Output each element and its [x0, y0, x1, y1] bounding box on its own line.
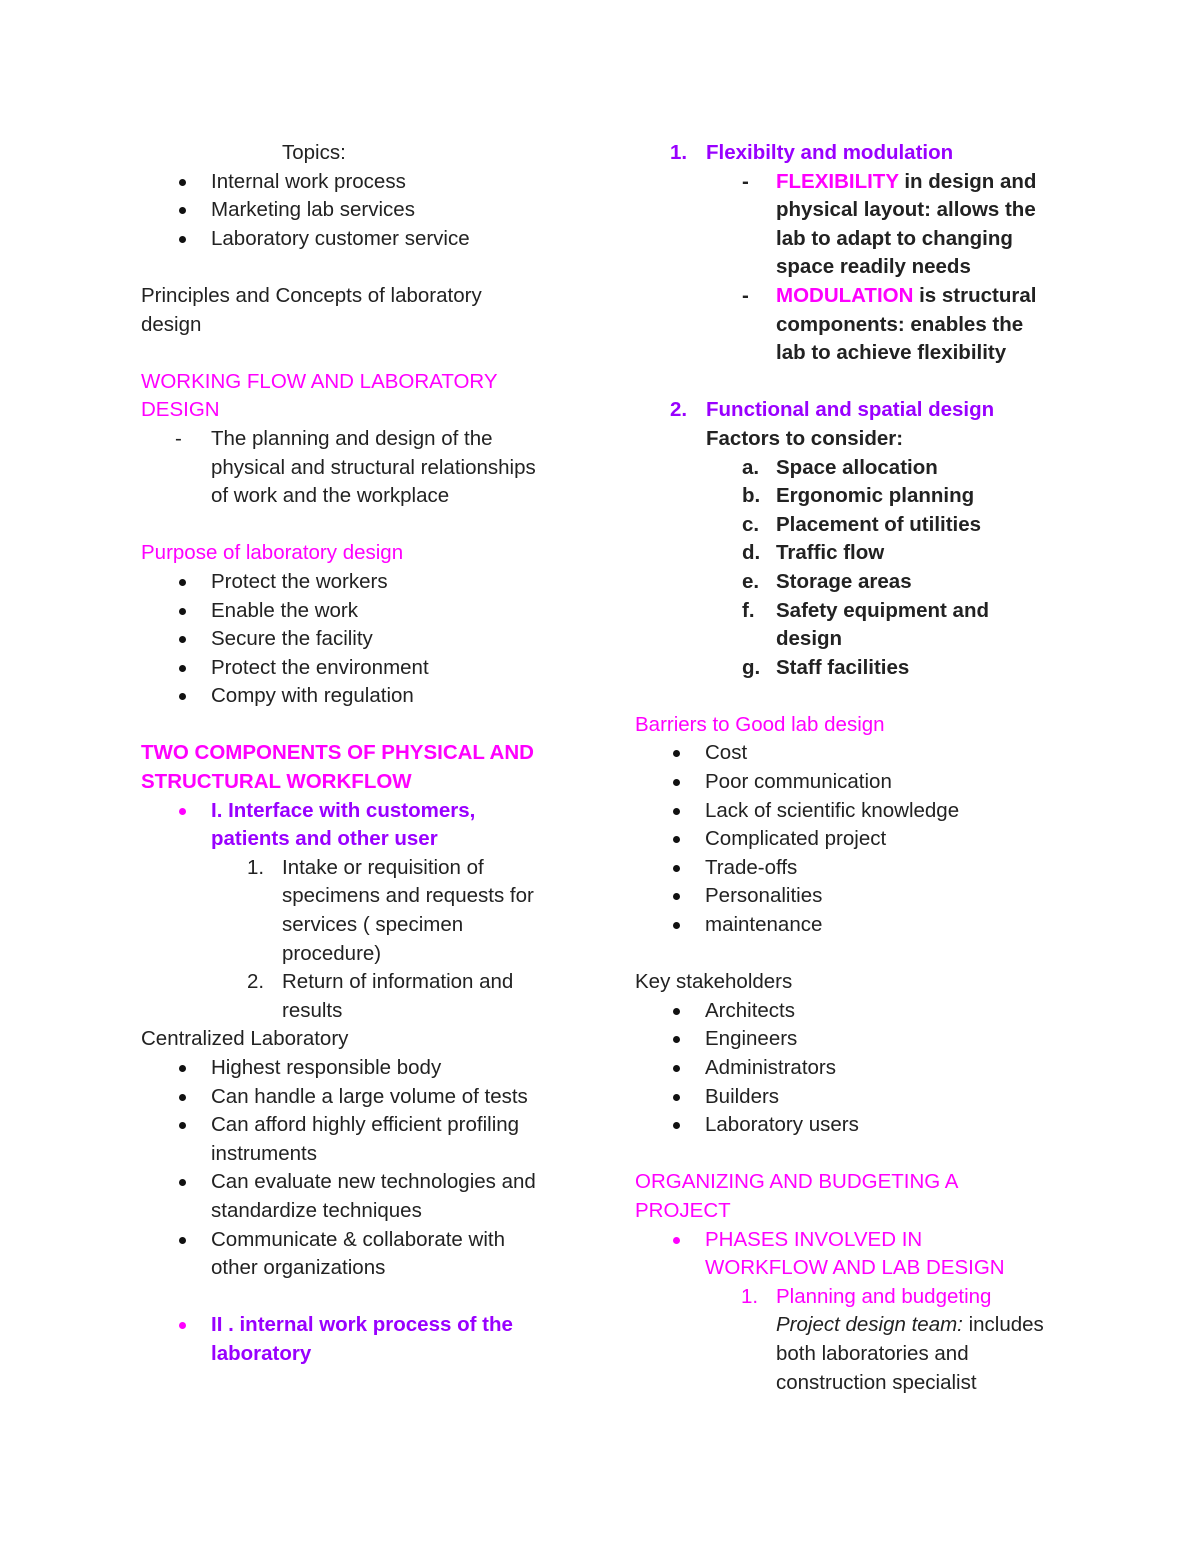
barrier-text: Personalities — [705, 884, 823, 908]
organizing-heading — [635, 1168, 1105, 1197]
project-team-text: construction specialist — [776, 1370, 977, 1394]
working-flow-heading — [141, 396, 591, 425]
component-item-text: Intake or requisition of — [282, 855, 484, 879]
functional-heading-text: Functional and spatial design — [706, 398, 995, 422]
right-column — [635, 139, 1105, 1397]
bullet-icon — [673, 750, 680, 757]
principles-heading — [141, 282, 591, 311]
flex-item — [635, 282, 1105, 311]
bullet-icon — [673, 779, 680, 786]
list-marker: 2. — [670, 398, 688, 422]
spacer — [141, 711, 591, 740]
two-components-heading — [141, 768, 591, 797]
component-item-text: results — [282, 998, 343, 1022]
stakeholders-heading — [635, 968, 1105, 997]
phases-heading — [635, 1254, 1105, 1283]
flex-item-text: lab to adapt to changing — [776, 226, 1013, 250]
bullet-icon — [673, 865, 680, 872]
list-marker: 1. — [247, 855, 265, 879]
barriers-heading — [635, 711, 1105, 740]
factor-text: Staff facilities — [776, 655, 910, 679]
list-marker: 2. — [247, 970, 265, 994]
bullet-icon — [179, 1322, 186, 1329]
barrier-text: Lack of scientific knowledge — [705, 798, 960, 822]
flex-item-line — [635, 253, 1105, 282]
topic-item — [141, 168, 591, 197]
project-team-text: both laboratories and — [776, 1341, 969, 1365]
component-item-text: Return of information and — [282, 970, 514, 994]
list-marker: e. — [742, 569, 760, 593]
centralized-item — [141, 1168, 591, 1197]
centralized-item — [141, 1054, 591, 1083]
barriers-heading-text: Barriers to Good lab design — [635, 712, 885, 736]
factors-heading-text: Factors to consider: — [706, 426, 904, 450]
bullet-icon — [673, 836, 680, 843]
topic-text: Marketing lab services — [211, 198, 415, 222]
factor-item — [635, 568, 1105, 597]
bullet-icon — [179, 608, 186, 615]
stakeholder-item — [635, 1083, 1105, 1112]
left-column — [141, 139, 591, 1369]
stakeholder-text: Engineers — [705, 1027, 798, 1051]
purpose-item — [141, 654, 591, 683]
list-marker: c. — [742, 512, 760, 536]
bullet-icon — [179, 1065, 186, 1072]
barrier-item — [635, 768, 1105, 797]
component-item-text: services ( specimen — [282, 913, 464, 937]
component-one-item — [141, 882, 591, 911]
centralized-text: Can handle a large volume of tests — [211, 1084, 528, 1108]
bullet-icon — [673, 922, 680, 929]
spacer — [635, 682, 1105, 711]
component-one-item — [141, 997, 591, 1026]
component-one-heading — [141, 825, 591, 854]
component-one-heading — [141, 797, 591, 826]
barrier-item — [635, 825, 1105, 854]
bullet-icon — [179, 207, 186, 214]
centralized-item — [141, 1226, 591, 1255]
component-one-text: I. Interface with customers, — [211, 798, 476, 822]
barrier-text: Cost — [705, 741, 748, 765]
barrier-text: Poor communication — [705, 770, 892, 794]
functional-heading — [635, 396, 1105, 425]
barrier-item — [635, 911, 1105, 940]
definition-text: The planning and design of the — [211, 426, 493, 450]
list-marker: f. — [742, 598, 755, 622]
flex-item-text: lab to achieve flexibility — [776, 341, 1007, 365]
topic-text: Laboratory customer service — [211, 226, 470, 250]
factor-item — [635, 625, 1105, 654]
flex-item-text: is structural — [913, 283, 1037, 307]
component-two-text: laboratory — [211, 1341, 312, 1365]
project-team-line — [635, 1311, 1105, 1340]
centralized-text: standardize techniques — [211, 1198, 422, 1222]
flex-heading-text: Flexibilty and modulation — [706, 141, 954, 164]
principles-text: design — [141, 312, 202, 336]
project-team-line — [635, 1369, 1105, 1398]
bullet-icon — [673, 1065, 680, 1072]
working-flow-heading — [141, 368, 591, 397]
factor-text: Storage areas — [776, 569, 912, 593]
factor-text: Space allocation — [776, 455, 938, 479]
stakeholder-text: Administrators — [705, 1056, 837, 1079]
component-two-text: II . internal work process of the — [211, 1313, 513, 1337]
purpose-heading — [141, 539, 591, 568]
stakeholder-item — [635, 1111, 1105, 1140]
flex-item-text: physical layout: allows the — [776, 198, 1036, 222]
barrier-item — [635, 797, 1105, 826]
purpose-item — [141, 568, 591, 597]
component-two-heading — [141, 1340, 591, 1369]
barrier-item — [635, 739, 1105, 768]
factor-item — [635, 539, 1105, 568]
component-item-text: specimens and requests for — [282, 884, 534, 908]
two-components-heading-text: STRUCTURAL WORKFLOW — [141, 770, 412, 794]
component-two-heading — [141, 1311, 591, 1340]
flex-item — [635, 168, 1105, 197]
factor-text: design — [776, 627, 843, 651]
two-components-heading-text: TWO COMPONENTS OF PHYSICAL AND — [141, 741, 534, 765]
phases-heading-text: WORKFLOW AND LAB DESIGN — [705, 1256, 1005, 1280]
bullet-icon — [179, 665, 186, 672]
purpose-item — [141, 597, 591, 626]
bullet-icon — [179, 693, 186, 700]
two-components-heading — [141, 739, 591, 768]
bullet-icon — [179, 579, 186, 586]
definition-text: physical and structural relationships — [211, 455, 536, 479]
centralized-item — [141, 1140, 591, 1169]
component-one-text: patients and other user — [211, 827, 438, 851]
topic-item — [141, 196, 591, 225]
flex-item-text: components: enables the — [776, 312, 1024, 336]
list-marker: 1. — [670, 141, 688, 164]
factor-text: Ergonomic planning — [776, 484, 975, 508]
factor-item — [635, 511, 1105, 540]
centralized-item — [141, 1197, 591, 1226]
barrier-item — [635, 854, 1105, 883]
bullet-icon — [673, 1036, 680, 1043]
stakeholder-text: Architects — [705, 998, 795, 1022]
working-flow-definition — [141, 482, 591, 511]
flex-item-text: space readily needs — [776, 255, 971, 279]
bullet-icon — [179, 1179, 186, 1186]
working-flow-definition — [141, 425, 591, 454]
factor-item — [635, 454, 1105, 483]
topic-item — [141, 225, 591, 254]
barrier-item — [635, 882, 1105, 911]
working-flow-heading-text: WORKING FLOW AND LABORATORY — [141, 369, 498, 393]
bullet-icon — [673, 893, 680, 900]
factor-text: Safety equipment and — [776, 598, 990, 622]
list-marker: - — [742, 169, 749, 193]
stakeholder-item — [635, 1054, 1105, 1083]
flex-keyword: FLEXIBILITY — [776, 169, 899, 193]
flex-item-line — [635, 339, 1105, 368]
component-one-item — [141, 968, 591, 997]
list-marker: - — [175, 426, 182, 450]
component-item-text: procedure) — [282, 941, 382, 965]
spacer — [635, 1140, 1105, 1169]
factor-text: Traffic flow — [776, 541, 885, 565]
topics-heading-text: Topics: — [282, 141, 346, 164]
bullet-icon — [179, 236, 186, 243]
list-marker: d. — [742, 541, 761, 565]
planning-text: Planning and budgeting — [776, 1284, 992, 1308]
topic-text: Internal work process — [211, 169, 406, 193]
bullet-icon — [673, 1094, 680, 1101]
stakeholder-text: Laboratory users — [705, 1113, 859, 1137]
flex-item-line — [635, 225, 1105, 254]
purpose-text: Protect the environment — [211, 655, 429, 679]
factor-item — [635, 482, 1105, 511]
purpose-heading-text: Purpose of laboratory design — [141, 541, 404, 565]
purpose-item — [141, 682, 591, 711]
bullet-icon — [673, 1008, 680, 1015]
bullet-icon — [673, 808, 680, 815]
centralized-text: other organizations — [211, 1256, 386, 1280]
factor-item — [635, 654, 1105, 683]
list-marker: 1. — [741, 1284, 759, 1308]
component-one-item — [141, 854, 591, 883]
component-one-item — [141, 911, 591, 940]
purpose-text: Protect the workers — [211, 569, 388, 593]
spacer — [141, 339, 591, 368]
centralized-text: instruments — [211, 1141, 317, 1165]
stakeholder-item — [635, 1025, 1105, 1054]
project-team-label: Project design team: — [776, 1313, 963, 1337]
purpose-text: Secure the facility — [211, 627, 373, 651]
working-flow-definition — [141, 454, 591, 483]
planning-item — [635, 1283, 1105, 1312]
project-team-line — [635, 1340, 1105, 1369]
factors-heading — [635, 425, 1105, 454]
principles-heading — [141, 311, 591, 340]
bullet-icon — [179, 1122, 186, 1129]
organizing-heading — [635, 1197, 1105, 1226]
definition-text: of work and the workplace — [211, 484, 450, 508]
topics-heading — [141, 139, 591, 168]
bullet-icon — [673, 1122, 680, 1129]
component-one-item — [141, 940, 591, 969]
organizing-heading-text: PROJECT — [635, 1198, 731, 1222]
centralized-heading — [141, 1025, 591, 1054]
flex-heading — [635, 139, 1105, 168]
spacer — [141, 511, 591, 540]
barrier-text: Trade-offs — [705, 855, 798, 879]
factor-text: Placement of utilities — [776, 512, 982, 536]
stakeholder-text: Builders — [705, 1084, 780, 1108]
bullet-icon — [179, 636, 186, 643]
spacer — [635, 368, 1105, 397]
list-marker: b. — [742, 484, 761, 508]
centralized-text: Highest responsible body — [211, 1056, 442, 1079]
phases-heading — [635, 1226, 1105, 1255]
centralized-item — [141, 1111, 591, 1140]
flex-item-line — [635, 311, 1105, 340]
flex-keyword: MODULATION — [776, 283, 914, 307]
organizing-heading-text: ORGANIZING AND BUDGETING A — [635, 1170, 959, 1194]
centralized-text: Can evaluate new technologies and — [211, 1170, 536, 1194]
purpose-item — [141, 625, 591, 654]
bullet-icon — [179, 808, 186, 815]
working-flow-heading-text: DESIGN — [141, 398, 220, 422]
flex-item-text: in design and — [898, 169, 1037, 193]
barrier-text: maintenance — [705, 913, 823, 937]
bullet-icon — [179, 179, 186, 186]
centralized-heading-text: Centralized Laboratory — [141, 1027, 349, 1051]
spacer — [141, 1283, 591, 1312]
centralized-text: Communicate & collaborate with — [211, 1227, 505, 1251]
list-marker: a. — [742, 455, 760, 479]
flex-item-line — [635, 196, 1105, 225]
centralized-item — [141, 1083, 591, 1112]
spacer — [635, 940, 1105, 969]
bullet-icon — [179, 1237, 186, 1244]
stakeholder-item — [635, 997, 1105, 1026]
centralized-item — [141, 1254, 591, 1283]
list-marker: g. — [742, 655, 761, 679]
project-team-text: includes — [962, 1313, 1044, 1337]
barrier-text: Complicated project — [705, 827, 887, 851]
phases-heading-text: PHASES INVOLVED IN — [705, 1227, 923, 1251]
spacer — [141, 253, 591, 282]
principles-text: Principles and Concepts of laboratory — [141, 283, 482, 307]
list-marker: - — [742, 283, 749, 307]
bullet-icon — [179, 1094, 186, 1101]
factor-item — [635, 597, 1105, 626]
purpose-text: Compy with regulation — [211, 684, 414, 708]
centralized-text: Can afford highly efficient profiling — [211, 1113, 520, 1137]
stakeholders-heading-text: Key stakeholders — [635, 970, 793, 994]
bullet-icon — [673, 1237, 680, 1244]
purpose-text: Enable the work — [211, 598, 359, 622]
